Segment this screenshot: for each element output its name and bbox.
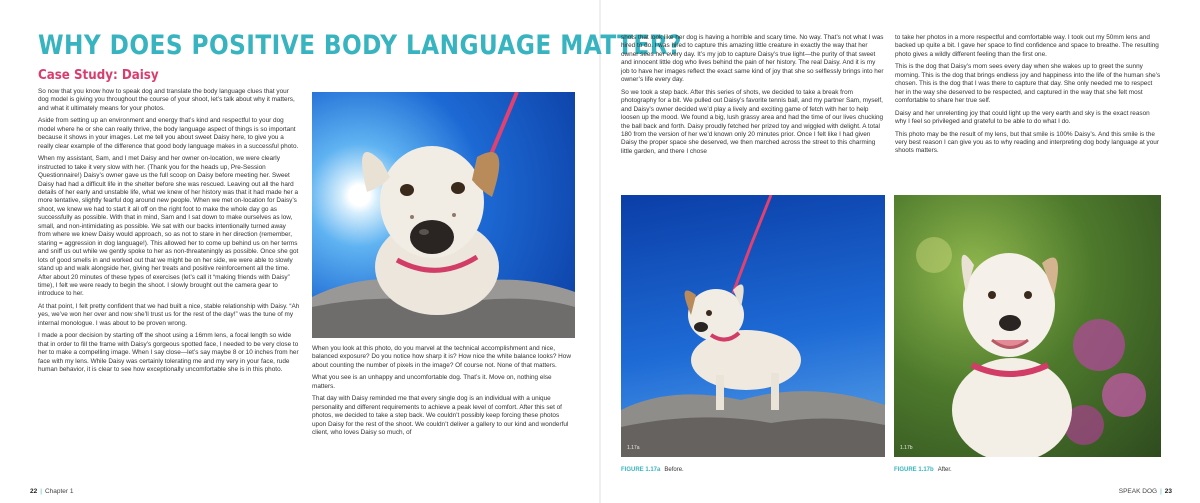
paragraph: Daisy and her unrelenting joy that could light up the very earth and sky is the exact reason why I feel so privileged and grateful to be able to do what I do. bbox=[895, 109, 1150, 126]
caption-text: After. bbox=[937, 467, 952, 473]
folio-separator: | bbox=[40, 488, 42, 495]
daisy-before-illustration bbox=[621, 195, 885, 457]
text-column-3 bbox=[621, 34, 885, 160]
figure-label: FIGURE 1.17a bbox=[621, 467, 661, 473]
text-column-1 bbox=[38, 88, 300, 379]
figure-number: 1.17b bbox=[900, 445, 913, 451]
paragraph: This photo may be the result of my lens, but that smile is 100% Daisy’s. And this smile is the very best reason I can give you as to why reading and interpreting dog body language at your shoots matters. bbox=[895, 130, 1159, 155]
figure-label: FIGURE 1.17b bbox=[894, 467, 934, 473]
figure-caption-before bbox=[621, 467, 684, 473]
paragraph: I made a poor decision by starting off the shoot using a 16mm lens, a focal length so wide that in order to fill the frame with Daisy’s gorgeous spotted face, I needed to be very close to her to make a compelling image. When I say close—let’s say maybe 8 or 10 inches from her face with my lens. While Daisy was certainly tolerating me and my very in your face, rude human behavior, it is clear to see how exceptionally uncomfortable she is in this photo. bbox=[38, 332, 299, 374]
paragraph: When you look at this photo, do you marvel at the technical accomplishment and nice, balanced exposure? Do you notice how sharp it is? How nice the white balance looks? How about counting the number of pixels in the image? Of course not. None of that matters. bbox=[312, 345, 571, 369]
page-number: 22 bbox=[30, 488, 38, 495]
paragraph: Aside from setting up an environment and energy that’s kind and respectful to your dog model where he or she can really thrive, the body language aspect of things is so important because it shows in your images. Let me tell you about sweet Daisy here, to give you a really clear example of the difference that good body language makes in a successful photo. bbox=[38, 117, 299, 150]
paragraph: What you see is an unhappy and uncomfortable dog. That’s it. Move on, nothing else matters. bbox=[312, 374, 552, 390]
folio-separator: | bbox=[1160, 488, 1162, 495]
folio-left bbox=[30, 488, 73, 495]
section-name: Chapter 1 bbox=[44, 488, 74, 495]
daisy-closeup-illustration bbox=[312, 92, 575, 338]
photo-daisy-closeup bbox=[312, 92, 575, 338]
section-name: SPEAK DOG bbox=[1118, 488, 1158, 495]
text-column-2 bbox=[312, 345, 574, 442]
paragraph: When my assistant, Sam, and I met Daisy and her owner on-location, we were clearly instructed to take it very slow with her. (Thank you for the heads up, Pre-Session Questionnaire!) Daisy’s owner gave us the full scoop on Daisy before meeting her. Sweet Daisy had had a difficult life in the shelter before she was rescued. Leaving out all the hard details of her early and unstable life, what we knew of her history was that it had made her a more tentative, slightly fearful dog around new people. When we met on-location for Daisy’s shoot, we knew we had to start it all off on the right foot to make the whole day go as successfully as possible. With that in mind, Sam and I sat down to make ourselves as low, small, and non-intimidating as possible. We sat with our backs intentionally turned away from where we knew Daisy would approach, so as not to stare in her direction (remember, staring = aggression in dog language!). This allowed her to come up behind us on her terms and sniff us out while we gently spoke to her as non-threateningly as possible. Once she got lots of good smells in and worked out that we might be on her side, we were able to slowly stand up and walk alongside her, giving her treats and positive reinforcement all the time. After about 20 minutes of these types of exercises (let’s call it “making friends with Daisy” time), I felt we were ready to begin the shoot. I slowly brought out the camera gear to introduce to her. bbox=[38, 155, 299, 298]
figure-caption-after bbox=[894, 467, 952, 473]
photo-after bbox=[894, 195, 1161, 457]
paragraph: At that point, I felt pretty confident that we had built a nice, stable relationship with Daisy. “Ah yes, we’ve won her over and now she’ll trust us for the rest of the day!” was the tune of my internal monologue. I was about to be proven wrong. bbox=[38, 302, 300, 327]
spread-gutter bbox=[599, 0, 601, 503]
caption-text: Before. bbox=[664, 467, 684, 473]
case-study-subtitle: Case Study: Daisy bbox=[38, 67, 159, 83]
folio-right bbox=[1119, 488, 1172, 495]
paragraph: This is the dog that Daisy’s mom sees every day when she wakes up to greet the sunny morning. This is the dog that brings endless joy and happiness into the life of the human she’s chosen. This is the dog that I was there to capture that day. She only needed me to respect her in the way she deserved to be respected, and captured in the way that she felt most comfortable to share her true self. bbox=[895, 63, 1161, 105]
paragraph: So we took a step back. After this series of shots, we decided to take a break from photography for a bit. We pulled out Daisy’s favorite tennis ball, and my partner Sam, myself, and Daisy’s owner decided we’d play a lively and exciting game of fetch with her to help loosen up the mood. We found a big, lush grassy area and had the time of our lives chucking the ball back and forth. Daisy proudly fetched her prized toy and wiggled with delight. A total 180 from the version of her we’d known only 20 minutes prior. Once I felt like I had given Daisy the proper space she deserved, we then marched across the street to this charming little garden, and there I chose bbox=[621, 88, 884, 155]
page-title: WHY DOES POSITIVE BODY LANGUAGE MATTER? bbox=[38, 30, 682, 61]
page-number: 23 bbox=[1164, 488, 1172, 495]
text-column-4 bbox=[895, 34, 1161, 160]
daisy-after-illustration bbox=[894, 195, 1161, 457]
paragraph: So now that you know how to speak dog and translate the body language clues that your dog model is giving you throughout the course of your shoot, let’s talk about why it matters, and what it ultimately means for your photos. bbox=[38, 88, 295, 112]
paragraph: to take her photos in a more respectful and comfortable way. I took out my 50mm lens and backed up quite a bit. I gave her space to find confidence and space to breathe. The resulting photo gives a wildly different feeling than the first one. bbox=[895, 34, 1159, 58]
paragraph: shots that look like her dog is having a horrible and scary time. No way. That’s not what I was hired to do. I was hired to capture this amazing little creature in exactly the way that her owner sees her every day. It’s my job to capture Daisy’s true light—the purity of that sweet and innocent little dog who lives behind the pain of her history. The real Daisy. And it is my job to have her images reflect the exact same kind of joy that she so selflessly brings into her owner’s life every day. bbox=[621, 34, 884, 84]
figure-number: 1.17a bbox=[627, 445, 640, 451]
paragraph: That day with Daisy reminded me that every single dog is an individual with a unique personality and different requirements to achieve a peak level of comfort. After this set of photos, we decided to take a step back. We couldn’t possibly keep forcing these photos upon Daisy for the rest of the shoot. We couldn’t deliver a gallery to our kind and wonderful client, who loves Daisy so much, of bbox=[312, 395, 569, 437]
photo-before bbox=[621, 195, 885, 457]
